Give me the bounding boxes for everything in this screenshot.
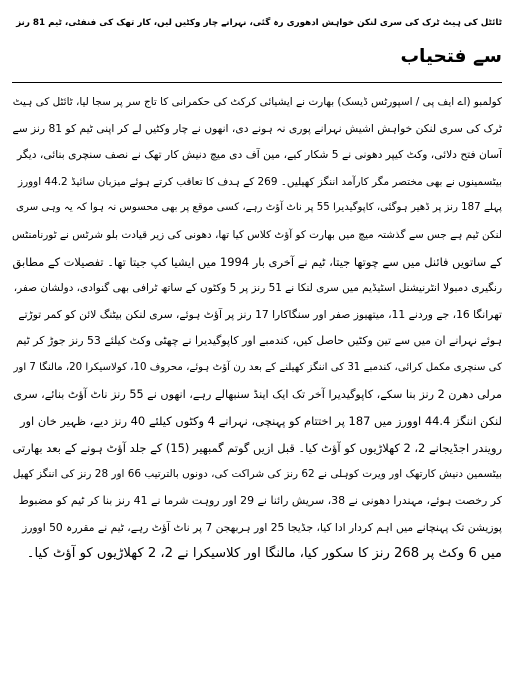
body-line: مرلی دھرن 2 رنز بنا سکے، کاپوگیدیرا آخر تک ایک اینڈ سنبھالے رہے، انھوں نے 55 رنز ناٹ آؤٹ بنائے، سری — [13, 387, 502, 401]
body-line: بیٹسمینوں نے بھی مختصر مگر کارآمد اننگز کھیلیں۔ 269 کے ہدف کا تعاقب کرتے ہوئے میزبان سائیڈ 44.2 اوورز — [18, 175, 502, 188]
body-line: پہلے 187 رنز پر ڈھیر ہوگئی، کاپوگیدیرا 55 پر ناٹ آؤٹ رہے، کسی موقع پر بھی محسوس نہ ہوا کہ یہ وہی سری — [15, 202, 502, 214]
body-line: ہوئے نہرانے ان میں سے تین وکٹیں حاصل کیں، کندمبے اور کاپوگیدیرا نے چھٹی وکٹ کیلئے 53 رنز جوڑ کر ٹیم — [16, 334, 502, 348]
body-line: لنکن اننگز 44.4 اوورز میں 187 پر اختتام کو پہنچی، نہرانے 4 وکٹوں کیلئے 40 رنز دیے، ظہیر خان اور — [20, 414, 502, 429]
body-line: ٹرک کی سری لنکن خواہش اشیش نہرانے پوری نہ ہونے دی، انھوں نے چار وکٹیں لے کر اپنی ٹیم کو 81 رنز سے — [12, 121, 502, 135]
body-line: رویندر اجڈیجانے 2، 2 کھلاڑیوں کو آؤٹ کیا۔ قبل ازیں گوتم گمبھیر (15) کے جلد آؤٹ ہونے کے بعد بھارتی — [12, 440, 502, 455]
body-line: لنکن ٹیم ہے جس سے گذشتہ میچ میں بھارت کو آؤٹ کلاس کیا تھا، دھونی کی زیر قیادت بلو شرٹس نے ٹورنامنٹس — [12, 228, 502, 241]
body-line: میں 6 وکٹ پر 268 رنز کا سکور کیا، مالنگا اور کلاسیکرا نے 2، 2 کھلاڑیوں کو آؤٹ کیا۔ — [26, 546, 502, 562]
body-line: کولمبو (اے ایف پی / اسپورٹس ڈیسک) بھارت نے ایشیائی کرکٹ کی حکمرانی کا تاج سر پر سجا لیا، ٹائٹل کی ہیٹ — [12, 96, 502, 108]
body-line: تھرانگا 16، جے وردنے 11، میتھیوز صفر اور سنگاکارا 17 رنز پر آؤٹ ہوئے، سری لنکن بیٹنگ لائن کو کمر توڑتے — [18, 307, 502, 321]
body-line: کے ساتویں فائنل میں سے چوتھا جیتا، ٹیم نے آخری بار 1994 میں ایشیا کپ جیتا تھا۔ تفصیلات کے مطابق — [12, 254, 502, 269]
body-line: پوزیشن تک پہنچانے میں اہم کردار ادا کیا، جڈیجا 25 اور ہربھجن 7 پر ناٹ آؤٹ رہے، ٹیم نے مقررہ 50 اوورز — [22, 520, 502, 534]
article-body — [12, 89, 502, 568]
body-line: کی سنچری مکمل کرائی، کندمبے 31 کی اننگز کھیلنے کے بعد رن آؤٹ ہوئے، محروف 10، کولاسیکرا 20، مالنگا 7 اور — [13, 361, 502, 373]
body-line: آسان فتح دلائی، وکٹ کیپر دھونی نے 5 شکار کیے، مین آف دی میچ دنیش کار تھک نے نصف سنچری بنائی، دیگر — [17, 148, 502, 162]
body-line: کر رخصت ہوئے، مہندرا دھونی نے 38، سریش رائنا نے 29 اور روہت شرما نے 41 رنز بنا کر ٹیم کو مضبوط — [18, 493, 502, 507]
body-line: رنگیری دمبولا انٹرنیشنل اسٹیڈیم میں سری لنکا نے 51 رنز پر 5 وکٹوں کے ساتھ ٹرافی بھی گنوادی، دولشان صفر، — [13, 282, 502, 295]
headline-line: سے فتحیاب — [400, 46, 502, 67]
headline-line: ٹائٹل کی ہیٹ ٹرک کی سری لنکن خواہش ادھوری رہ گئی، نہرانے چار وکٹیں لیں، کار تھک کی فنفٹی، ٹیم 81 رنز — [16, 18, 502, 28]
body-line: بیٹسمین دنیش کارتھک اور ویرت کوہلی نے 62 رنز کی شراکت کی، دونوں بالترتیب 66 اور 28 رنز کی اننگز کھیل — [12, 468, 502, 481]
headline-divider — [12, 82, 502, 83]
